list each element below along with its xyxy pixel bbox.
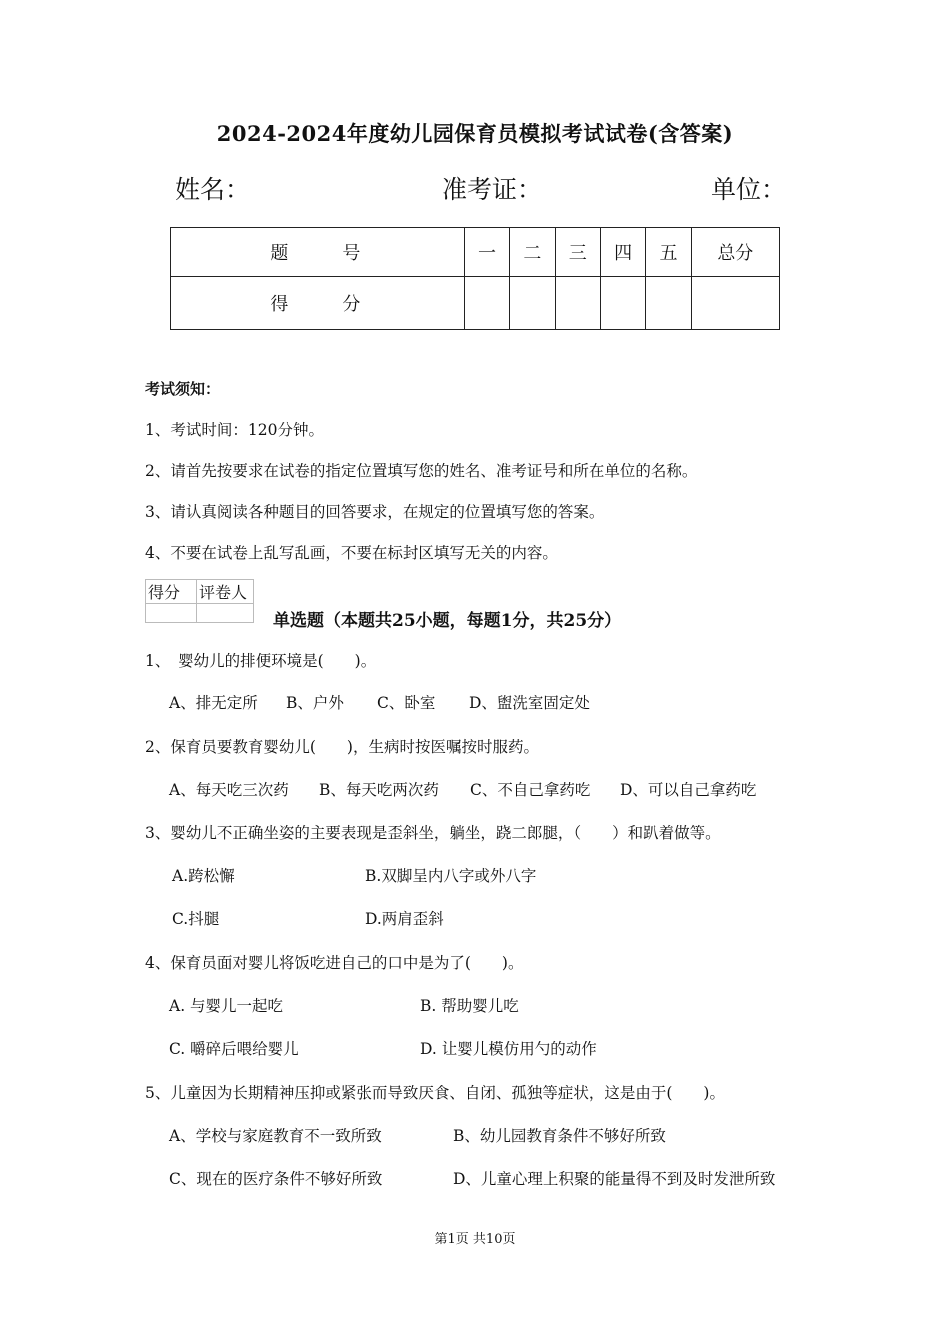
score-cell[interactable] xyxy=(555,277,600,330)
question-option: A、每天吃三次药 xyxy=(169,781,289,799)
score-table-header-cell: 总分 xyxy=(691,228,779,277)
score-table-header-cell: 四 xyxy=(600,228,645,277)
score-cell[interactable] xyxy=(510,277,555,330)
grader-name-cell[interactable] xyxy=(197,604,254,623)
section-title: 单选题（本题共25小题，每题1分，共25分） xyxy=(273,611,622,631)
name-field-label: 姓名： xyxy=(175,175,251,204)
score-table-header-cell: 一 xyxy=(464,228,509,277)
score-cell[interactable] xyxy=(646,277,691,330)
question-option: D、可以自己拿药吃 xyxy=(620,781,757,799)
question-option: D.两肩歪斜 xyxy=(365,910,444,928)
question-option: C. 嚼碎后喂给婴儿 xyxy=(169,1040,299,1058)
question-option: A. 与婴儿一起吃 xyxy=(169,997,284,1015)
score-table-header-cell: 三 xyxy=(555,228,600,277)
question-stem: 5、儿童因为长期精神压抑或紧张而导致厌食、自闭、孤独等症状，这是由于( )。 xyxy=(145,1084,725,1102)
page-footer: 第1页 共10页 xyxy=(434,1232,516,1247)
score-table xyxy=(170,227,780,330)
question-option: C.抖腿 xyxy=(172,910,220,928)
score-cell[interactable] xyxy=(691,277,779,330)
question-stem: 1、 婴幼儿的排便环境是( )。 xyxy=(145,652,377,670)
score-table-header-cell: 二 xyxy=(510,228,555,277)
score-table-header-row xyxy=(171,228,780,277)
score-cell[interactable] xyxy=(464,277,509,330)
question-option: B.双脚呈内八字或外八字 xyxy=(365,867,537,885)
question-option: B、每天吃两次药 xyxy=(319,781,439,799)
question-option: B、户外 xyxy=(286,694,344,712)
grader-score-cell[interactable] xyxy=(146,604,197,623)
grader-score-label: 得分 xyxy=(146,580,197,604)
score-table-header-cell: 五 xyxy=(646,228,691,277)
notice-item: 3、请认真阅读各种题目的回答要求，在规定的位置填写您的答案。 xyxy=(145,503,605,521)
score-table-header-cell: 题 号 xyxy=(171,228,465,277)
question-option: C、现在的医疗条件不够好所致 xyxy=(169,1170,383,1188)
question-option: A、排无定所 xyxy=(169,694,258,712)
unit-field-label: 单位： xyxy=(711,175,787,204)
question-option: A、学校与家庭教育不一致所致 xyxy=(169,1127,382,1145)
question-option: B、幼儿园教育条件不够好所致 xyxy=(453,1127,666,1145)
question-option: B. 帮助婴儿吃 xyxy=(420,997,519,1015)
question-option: D、盥洗室固定处 xyxy=(469,694,590,712)
ticket-field-label: 准考证： xyxy=(442,175,543,204)
score-cell[interactable] xyxy=(600,277,645,330)
notice-item: 4、不要在试卷上乱写乱画，不要在标封区填写无关的内容。 xyxy=(145,544,558,562)
page-title: 2024-2024年度幼儿园保育员模拟考试试卷(含答案) xyxy=(216,121,734,146)
question-option: C、卧室 xyxy=(377,694,436,712)
grader-box xyxy=(145,579,254,623)
notice-title: 考试须知： xyxy=(145,380,221,398)
notice-item: 1、考试时间：120分钟。 xyxy=(145,421,324,439)
question-stem: 3、婴幼儿不正确坐姿的主要表现是歪斜坐，躺坐，跷二郎腿，（ ）和趴着做等。 xyxy=(145,824,721,842)
notice-item: 2、请首先按要求在试卷的指定位置填写您的姓名、准考证号和所在单位的名称。 xyxy=(145,462,698,480)
score-row-label: 得 分 xyxy=(171,277,465,330)
grader-name-label: 评卷人 xyxy=(197,580,254,604)
question-option: C、不自己拿药吃 xyxy=(470,781,591,799)
question-stem: 2、保育员要教育婴幼儿( )，生病时按医嘱按时服药。 xyxy=(145,738,539,756)
question-option: A.跨松懈 xyxy=(172,867,235,885)
question-option: D、儿童心理上积聚的能量得不到及时发泄所致 xyxy=(453,1170,776,1188)
score-table-score-row xyxy=(171,277,780,330)
question-option: D. 让婴儿模仿用勺的动作 xyxy=(420,1040,597,1058)
question-stem: 4、保育员面对婴儿将饭吃进自己的口中是为了( )。 xyxy=(145,954,524,972)
